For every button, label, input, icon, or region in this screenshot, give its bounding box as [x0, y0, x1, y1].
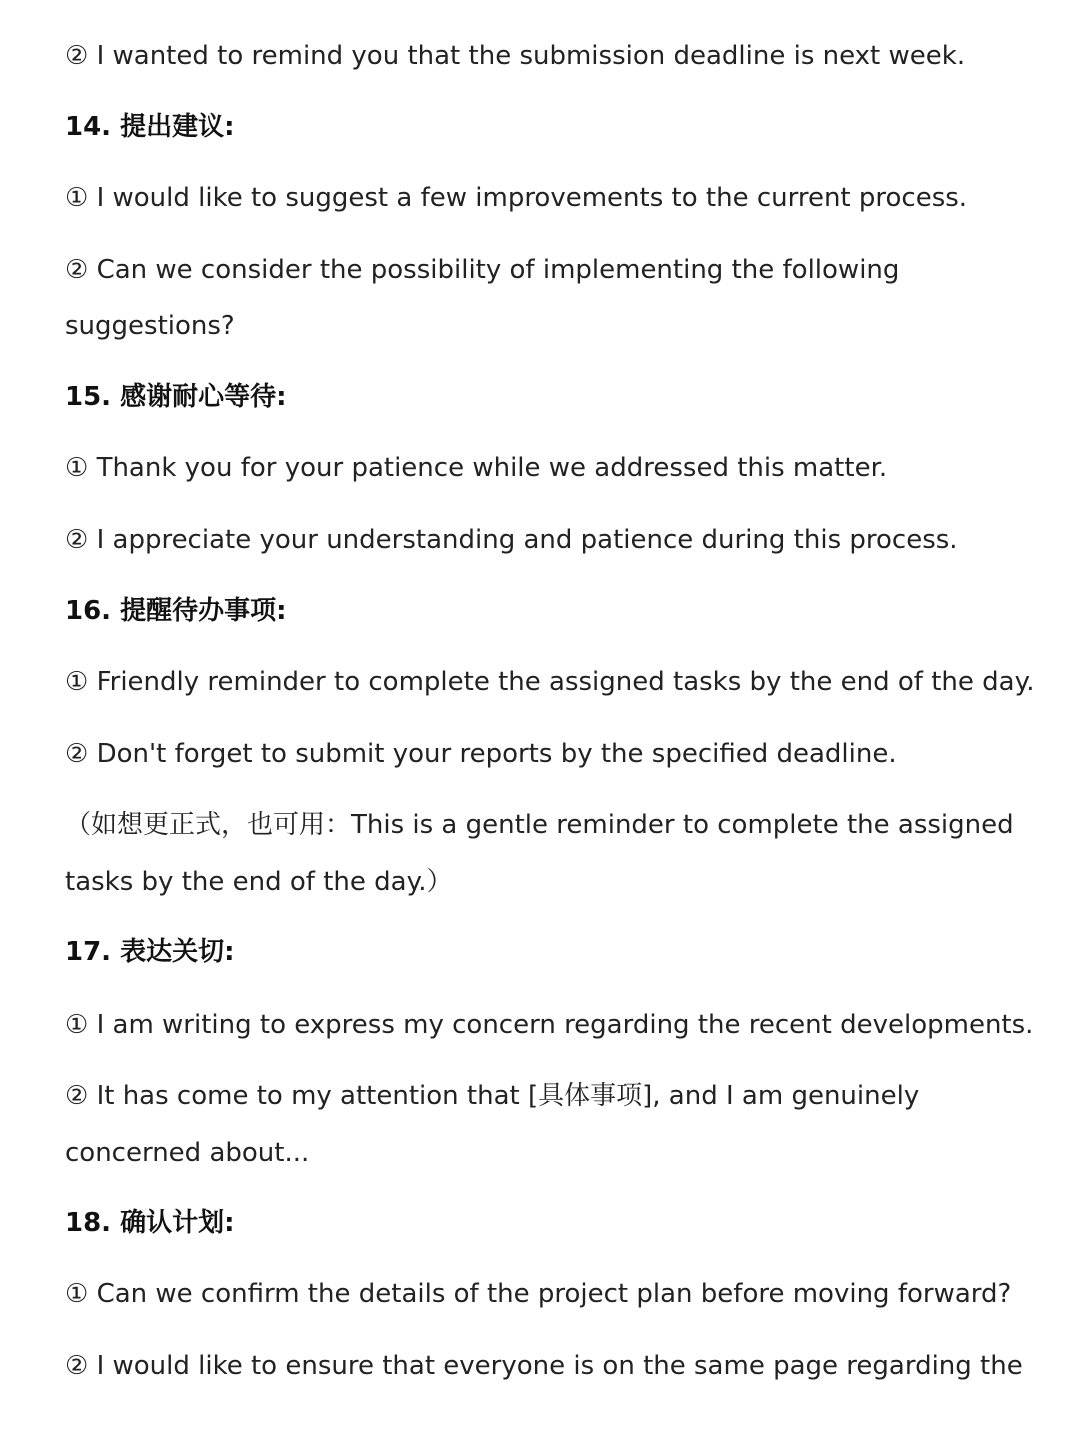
todo-formal-note-continuation: tasks by the end of the day.）: [65, 867, 453, 897]
todo-item-1-text: ① Friendly reminder to complete the assigned tasks by the end of the day.: [65, 667, 1035, 697]
reminder-item-2-text: ② I wanted to remind you that the submission deadline is next week.: [65, 41, 966, 71]
plan-item-2-text: ② I would like to ensure that everyone is on the same page regarding the: [65, 1351, 1023, 1381]
todo-formal-note: （如想更正式，也可用：This is a gentle reminder to complete the assigned: [65, 810, 1014, 840]
plan-item-1-text: ① Can we confirm the details of the project plan before moving forward?: [65, 1279, 1012, 1309]
concern-item-1-text: ① I am writing to express my concern regarding the recent developments.: [65, 1010, 1034, 1040]
todo-item-2-text: ② Don't forget to submit your reports by the specified deadline.: [65, 739, 897, 769]
patience-item-2-text: ② I appreciate your understanding and patience during this process.: [65, 525, 958, 555]
suggestion-item-2-text: ② Can we consider the possibility of implementing the following: [65, 255, 900, 285]
section-17-heading: 17. 表达关切:: [65, 937, 235, 967]
section-15-heading: 15. 感谢耐心等待:: [65, 382, 287, 412]
section-14-heading: 14. 提出建议:: [65, 112, 235, 142]
suggestion-item-2-continuation: suggestions?: [65, 311, 235, 341]
concern-item-2-continuation: concerned about...: [65, 1138, 310, 1168]
concern-item-2-text: ② It has come to my attention that [具体事项], and I am genuinely: [65, 1081, 920, 1111]
patience-item-1-text: ① Thank you for your patience while we addressed this matter.: [65, 453, 888, 483]
section-16-heading: 16. 提醒待办事项:: [65, 596, 287, 626]
suggestion-item-1-text: ① I would like to suggest a few improvements to the current process.: [65, 183, 968, 213]
section-18-heading: 18. 确认计划:: [65, 1208, 235, 1238]
